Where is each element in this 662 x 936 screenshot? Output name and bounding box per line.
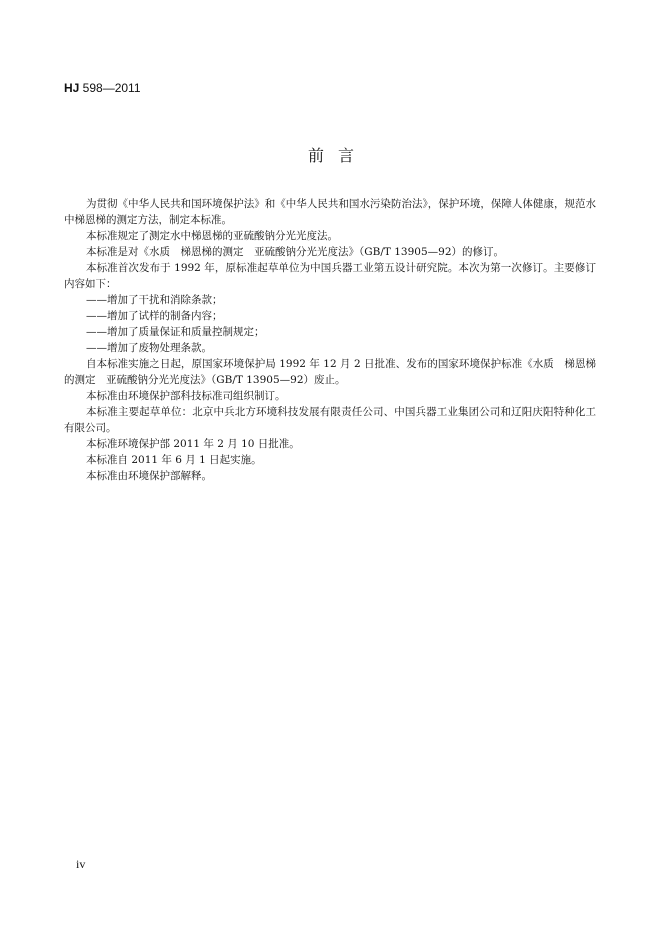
- paragraph-purpose: 为贯彻《中华人民共和国环境保护法》和《中华人民共和国水污染防治法》，保护环境，保障人体健康，规范水中梯恩梯的测定方法，制定本标准。: [64, 198, 596, 226]
- standard-code: [64, 80, 141, 96]
- paragraph-effective-date: 本标准自 2011 年 6 月 1 日起实施。: [86, 454, 262, 466]
- paragraph-drafters: 本标准主要起草单位：北京中兵北方环境科技发展有限责任公司、中国兵器工业集团公司和辽阳庆阳特种化工有限公司。: [64, 406, 596, 434]
- paragraph-interpretation: 本标准由环境保护部解释。: [86, 470, 212, 482]
- paragraph-history: 本标准首次发布于 1992 年，原标准起草单位为中国兵器工业第五设计研究院。本次为第一次修订。主要修订内容如下：: [64, 262, 596, 290]
- paragraph-abolish: 自本标准实施之日起，原国家环境保护局 1992 年 12 月 2 日批准、发布的国家环境保护标准《水质 梯恩梯的测定 亚硫酸钠分光光度法》（GB/T 13905—92）废止。: [64, 358, 596, 386]
- page-title: 前言: [307, 146, 368, 165]
- standard-code-number: 598—2011: [79, 81, 141, 95]
- paragraph-revision-of: 本标准是对《水质 梯恩梯的测定 亚硫酸钠分光光度法》（GB/T 13905—92）的修订。: [86, 246, 504, 258]
- standard-code-prefix: HJ: [64, 81, 80, 95]
- revision-item: ——增加了干扰和消除条款；: [86, 294, 223, 306]
- foreword-body: [64, 196, 596, 484]
- revision-item: ——增加了质量保证和质量控制规定；: [86, 326, 265, 338]
- revision-item: ——增加了废物处理条款。: [86, 342, 212, 354]
- paragraph-scope: 本标准规定了测定水中梯恩梯的亚硫酸钠分光光度法。: [86, 230, 338, 242]
- page-number: iv: [76, 857, 86, 871]
- paragraph-approval-date: 本标准环境保护部 2011 年 2 月 10 日批准。: [86, 438, 300, 450]
- paragraph-organizer: 本标准由环境保护部科技标准司组织制订。: [86, 390, 286, 402]
- revision-item: ——增加了试样的制备内容；: [86, 310, 223, 322]
